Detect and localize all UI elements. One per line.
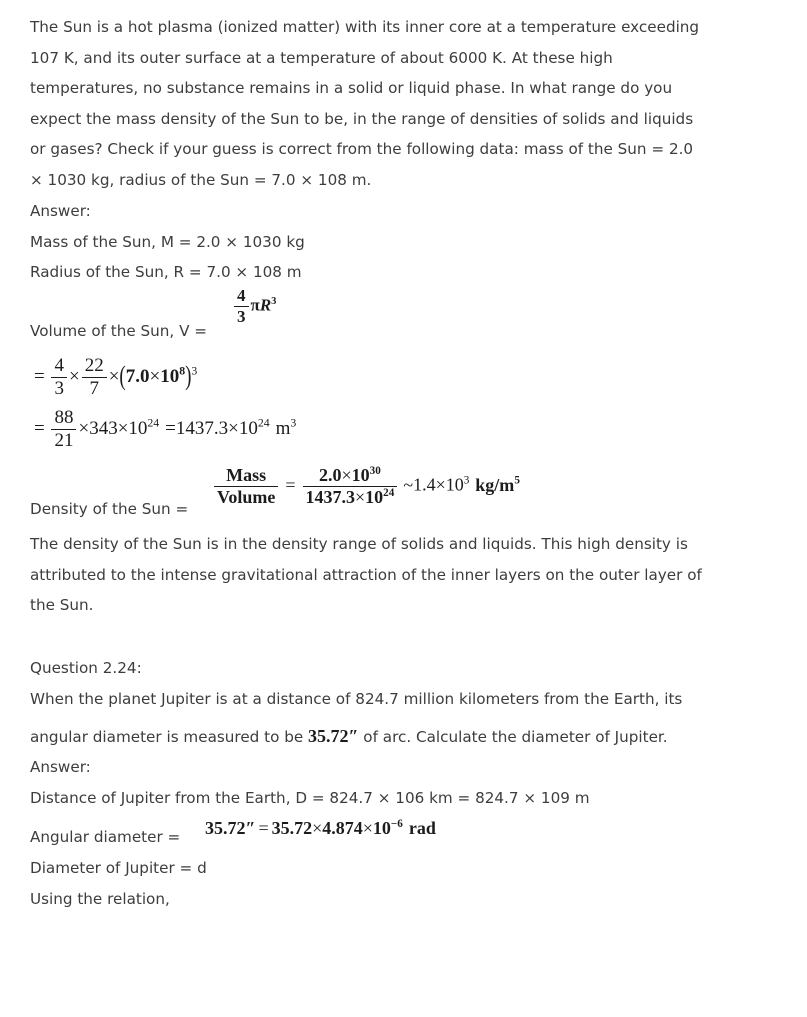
angular-conversion-factor: 4.874	[322, 818, 363, 838]
step2-equals-sign-2: =	[165, 417, 176, 439]
angular-arcsec-value: 35.72″	[205, 818, 256, 838]
angular-diameter-label: Angular diameter =	[30, 828, 181, 846]
question-2-prompt-line-1: When the planet Jupiter is at a distance of 824.7 million kilometers from the Earth, its	[30, 690, 683, 708]
jupiter-diameter-line: Diameter of Jupiter = d	[30, 859, 207, 877]
angular-diameter-arcsec-inline: 35.72″	[308, 726, 359, 746]
step1-times-1: ×	[68, 365, 80, 387]
question-paragraph-line-6: × 1030 kg, radius of the Sun = 7.0 × 108 m.	[30, 170, 372, 189]
question-2-prompt-prefix: angular diameter is measured to be	[30, 728, 309, 746]
radius-of-sun-line: Radius of the Sun, R = 7.0 × 108 m	[30, 263, 302, 281]
density-numeric-numerator	[303, 466, 398, 487]
step2-power-base-1: 10	[128, 417, 148, 439]
density-result-times: ×	[435, 474, 446, 495]
step1-open-paren: (	[119, 361, 126, 392]
angular-times-2: ×	[362, 818, 373, 838]
question-paragraph-line-2: 107 K, and its outer surface at a temperature of about 6000 K. At these high	[30, 48, 613, 67]
step2-equals-sign-1: =	[34, 417, 45, 439]
volume-radius-exponent: 3	[271, 295, 277, 307]
conclusion-line-2: attributed to the intense gravitational attraction of the inner layers on the outer layer of	[30, 565, 702, 584]
step2-times-1: ×	[78, 417, 90, 439]
density-approx-sign: ~	[403, 474, 414, 495]
step1-frac1-numerator: 4	[51, 356, 67, 378]
density-num-times: ×	[341, 465, 352, 485]
density-of-sun-label: Density of the Sun =	[30, 500, 189, 518]
volume-formula	[232, 287, 276, 326]
step2-power-exponent-2: 24	[257, 416, 270, 430]
density-den-base: 10	[365, 487, 384, 508]
density-num-base: 10	[351, 465, 370, 485]
answer-label-2: Answer:	[30, 758, 91, 776]
density-mass-over-volume-fraction	[214, 466, 278, 507]
step1-power-exponent: 8	[179, 364, 186, 378]
step2-power-exponent-1: 24	[147, 416, 160, 430]
angular-power-base: 10	[372, 818, 391, 838]
density-result-value: 1.4	[413, 474, 436, 495]
step2-power-base-2: 10	[238, 417, 258, 439]
step2-frac-denominator: 21	[54, 430, 74, 452]
step2-times-2: ×	[117, 417, 129, 439]
density-denominator-volume: Volume	[217, 487, 276, 508]
conclusion-line-3: the Sun.	[30, 596, 94, 614]
angular-unit-rad: rad	[408, 818, 436, 838]
step1-close-paren: )	[185, 361, 192, 392]
step1-equals-sign: =	[34, 365, 45, 387]
question-paragraph-line-4: expect the mass density of the Sun to be, in the range of densities of solids and liquids	[30, 109, 694, 128]
volume-of-sun-label: Volume of the Sun, V =	[30, 322, 208, 340]
question-paragraph-line-5: or gases? Check if your guess is correct from the following data: mass of the Sun = 2.0	[30, 140, 694, 158]
step1-frac1-denominator: 3	[54, 378, 64, 400]
volume-step-2-equation	[34, 408, 296, 451]
step1-radius-value: 7.0	[125, 365, 150, 387]
question-paragraph-line-3: temperatures, no substance remains in a solid or liquid phase. In what range do you	[30, 79, 673, 97]
volume-radius-variable: R	[259, 295, 272, 315]
angular-power-exponent: −6	[390, 818, 403, 830]
density-result-exponent: 3	[463, 474, 470, 487]
jupiter-distance-line: Distance of Jupiter from the Earth, D = 824.7 × 106 km = 824.7 × 109 m	[30, 789, 590, 807]
density-result-unit: kg/m	[475, 474, 515, 495]
volume-step-1-equation	[34, 356, 197, 399]
density-den-exponent: 24	[383, 487, 395, 500]
density-numeric-fraction	[303, 466, 398, 507]
angular-value: 35.72	[271, 818, 313, 838]
question-2-prompt-suffix: of arc. Calculate the diameter of Jupiter.	[358, 728, 668, 746]
step1-times-3: ×	[149, 365, 161, 387]
step1-frac2-numerator: 22	[82, 356, 107, 378]
step2-times-3: ×	[228, 417, 239, 439]
density-numerator-mass: Mass	[214, 466, 278, 487]
step1-power-base: 10	[160, 365, 180, 387]
density-den-value: 1437.3	[305, 487, 355, 508]
answer-label-1: Answer:	[30, 202, 91, 220]
volume-fraction-numerator: 4	[234, 287, 249, 307]
volume-fraction-denominator: 3	[237, 307, 246, 327]
question-paragraph-line-1: The Sun is a hot plasma (ionized matter) with its inner core at a temperature exceeding	[30, 18, 700, 36]
density-den-times: ×	[355, 487, 366, 508]
step2-value-343: 343	[89, 417, 118, 439]
mass-of-sun-line: Mass of the Sun, M = 2.0 × 1030 kg	[30, 232, 305, 251]
angular-times-1: ×	[312, 818, 323, 838]
volume-pi-symbol: π	[250, 295, 260, 315]
using-relation-line: Using the relation,	[30, 890, 170, 908]
angular-equals-sign: =	[258, 818, 269, 838]
step1-fraction-twentytwo-sevenths	[82, 356, 107, 399]
step2-frac-numerator: 88	[51, 408, 76, 430]
question-2-heading: Question 2.24:	[30, 659, 142, 677]
angular-diameter-equation	[205, 819, 436, 837]
question-2-prompt-line-2	[30, 721, 668, 753]
conclusion-line-1: The density of the Sun is in the density range of solids and liquids. This high density is	[30, 535, 688, 553]
density-num-value: 2.0	[319, 465, 342, 485]
step2-unit-exponent: 3	[290, 416, 297, 430]
step1-frac2-denominator: 7	[89, 378, 99, 400]
step1-times-2: ×	[108, 365, 120, 387]
step2-fraction-eightyeight-twentyfirsts	[51, 408, 76, 451]
density-result-unit-exponent: 5	[514, 474, 520, 487]
density-numeric-denominator	[303, 487, 398, 507]
step1-outer-exponent: 3	[191, 364, 198, 378]
volume-fraction	[234, 287, 249, 326]
density-num-exponent: 30	[369, 465, 381, 477]
density-result-base: 10	[445, 474, 464, 495]
density-equation	[212, 466, 520, 507]
density-equals-sign: =	[285, 474, 296, 495]
step2-result-value: 1437.3	[175, 417, 229, 439]
step2-unit: m	[275, 417, 291, 439]
step1-fraction-four-thirds	[51, 356, 67, 399]
